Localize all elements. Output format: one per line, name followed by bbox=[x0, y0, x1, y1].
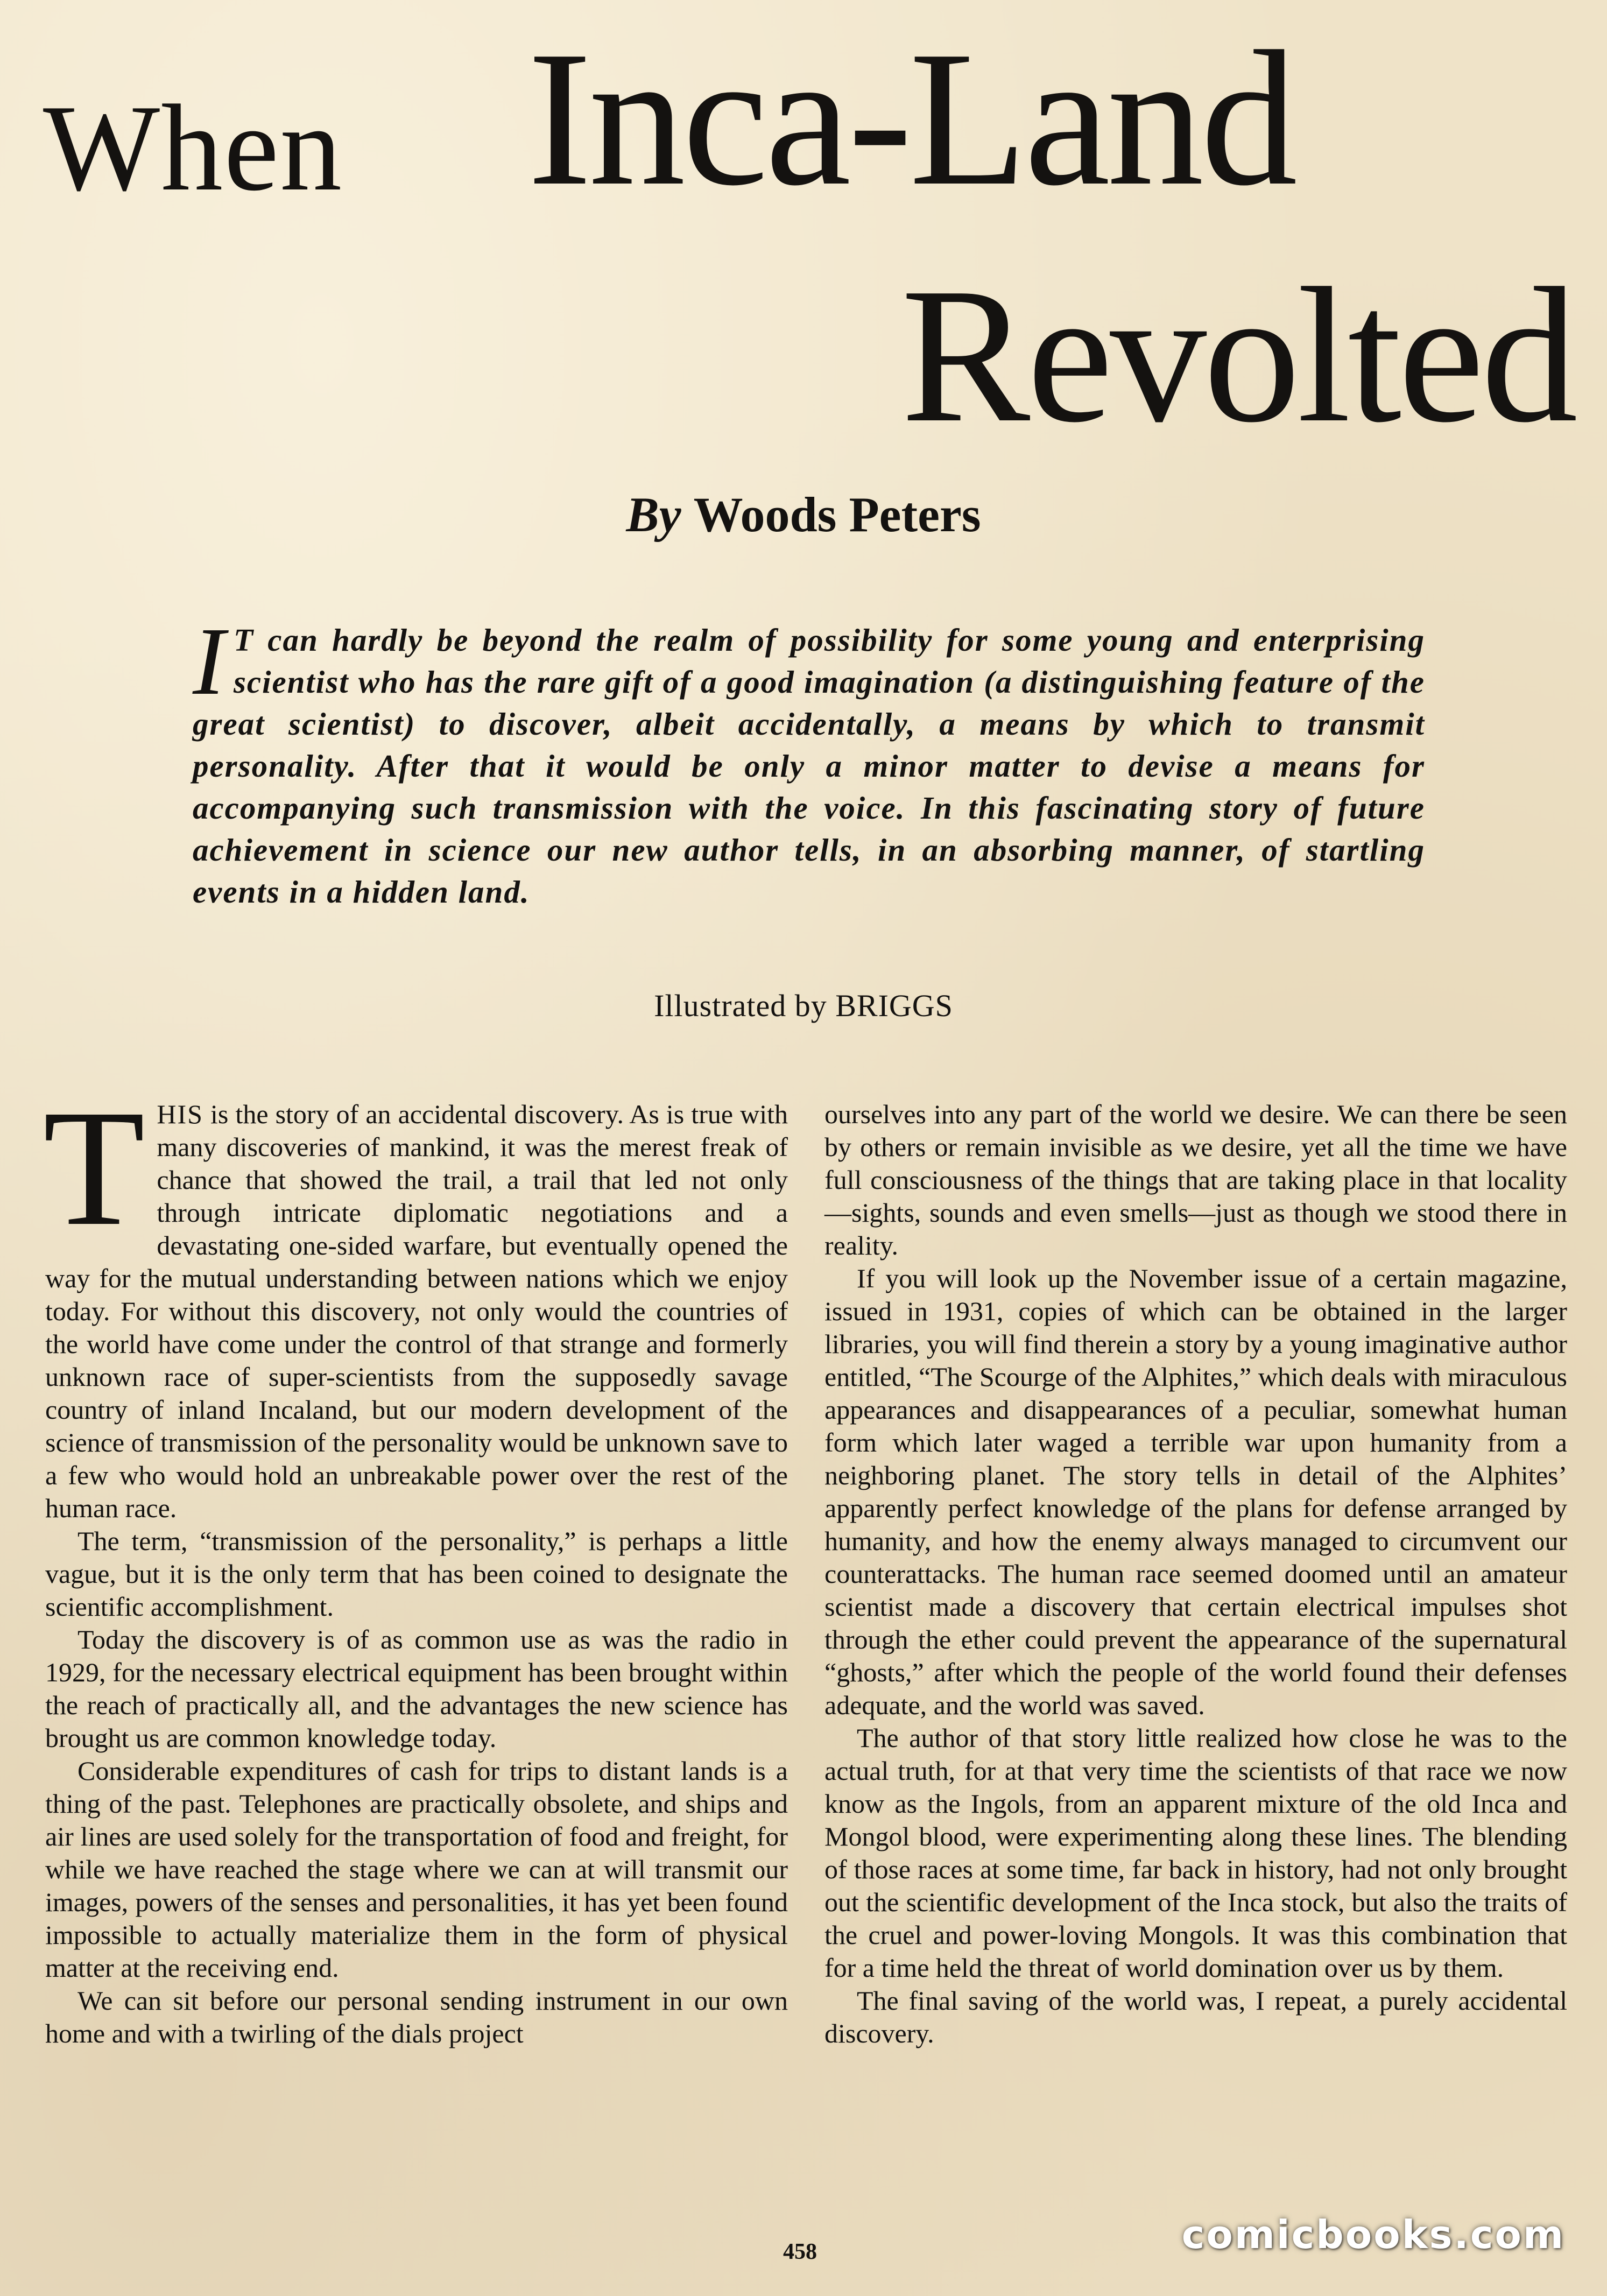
paragraph: We can sit before our personal sending instrument in our own home and with a twirling of the dials project bbox=[45, 1985, 788, 2048]
watermark: comicbooks.com bbox=[1181, 2212, 1565, 2257]
illustrator-credit: Illustrated by BRIGGS bbox=[654, 988, 953, 1023]
intro-text: T can hardly be beyond the realm of possibility for some young and enterprising scientist who has the rare gift of a good imagination (a distinguishing feature of the great scientist) to discover, albeit accidentally, a means by which to transmit personality. After that it would be only a minor matter to devise a means for accompanying such transmission with the voice. In this fascinating story of future achievement in science our new author tells, in an absorbing manner, of startling events in a hidden land. bbox=[193, 622, 1425, 910]
byline-by: By bbox=[626, 487, 681, 542]
paragraph: ourselves into any part of the world we desire. We can there be seen by others or remain invisible as we desire, yet all the time we have full consciousness of the things that are taking place in that locality—sights, sounds and even smells—just as though we stood there in reality. bbox=[824, 1099, 1567, 1260]
paragraph: Today the discovery is of as common use as was the radio in 1929, for the necessary electrical equipment has been brought within the reach of practically all, and the advantages the new science has brought us are common knowledge today. bbox=[45, 1624, 788, 1753]
page-number: 458 bbox=[783, 2239, 817, 2264]
drop-cap: T bbox=[43, 1076, 145, 1260]
paragraph: Considerable expenditures of cash for trips to distant lands is a thing of the past. Telephones are practically obsolete, and ships and air lines are used solely for the transportation of food and freight, for while we have reached the stage where we can at will transmit our images, powers of the senses and personalities, it has yet been found impossible to actually materialize them in the form of physical matter at the receiving end. bbox=[45, 1756, 788, 1983]
paragraph: The term, “transmission of the personality,” is perhaps a little vague, but it is the only term that has been coined to designate the scientific accomplishment. bbox=[45, 1526, 788, 1622]
paragraph bbox=[43, 1076, 788, 1525]
paragraph: The final saving of the world was, I repeat, a purely accidental discovery. bbox=[824, 1985, 1567, 2048]
title-word-revolted: Revolted bbox=[901, 248, 1575, 462]
body-column-left bbox=[43, 1076, 788, 2050]
byline-author: Woods Peters bbox=[693, 487, 981, 542]
body-column-right bbox=[824, 1098, 1567, 2050]
paragraph: The author of that story little realized how close he was to the actual truth, for at that very time the scientists of that race we now know as the Ingols, from an apparent mixture of the old Inca and Mongol blood, were experimenting along these lines. The blending of those races at some time, far back in history, had not only brought out the scientific development of the Inca stock, but also the traits of the cruel and power-loving Mongols. It was this combination that for a time held the threat of world domination over us by them. bbox=[824, 1723, 1567, 1983]
paragraph-text: is the story of an accidental discovery. As is true with many discoveries of mankind, it was the merest freak of chance that showed the trail, a trail that led not only through intricate diplomatic negotiations and a devastating one-sided warfare, but eventually opened the way for the mutual understanding between nations which we enjoy today. For without this discovery, not only would the countries of the world have come under the control of that strange and formerly unknown race of super-scientists from the supposedly savage country of inland Incaland, but our modern development of the science of transmission of the personality would be unknown save to a few who would hold an unbreakable power over the rest of the human race. bbox=[45, 1099, 788, 1523]
intro-blurb bbox=[193, 608, 1425, 913]
title-word-when: When bbox=[43, 79, 343, 216]
intro-initial: I bbox=[193, 608, 226, 715]
byline bbox=[0, 487, 1607, 542]
paragraph: If you will look up the November issue of a certain magazine, issued in 1931, copies of which can be obtained in the larger libraries, you will find therein a story by a young imaginative author entitled, “The Scourge of the Alphites,” which deals with miraculous appearances and disappearances of a peculiar, somewhat human form which later waged a terrible war upon humanity from a neighboring planet. The story tells in detail of the Alphites’ apparently perfect knowledge of the plans for defense arranged by humanity, and how the enemy always managed to circumvent our counterattacks. The human race seemed doomed until an amateur scientist made a discovery that certain electrical impulses shot through the ether could prevent the appearance of the supernatural “ghosts,” after which the people of the world found their defenses adequate, and the world was saved. bbox=[824, 1263, 1567, 1720]
paragraph-lead: HIS bbox=[157, 1099, 203, 1129]
title-word-inca-land: Inca-Land bbox=[527, 11, 1295, 226]
